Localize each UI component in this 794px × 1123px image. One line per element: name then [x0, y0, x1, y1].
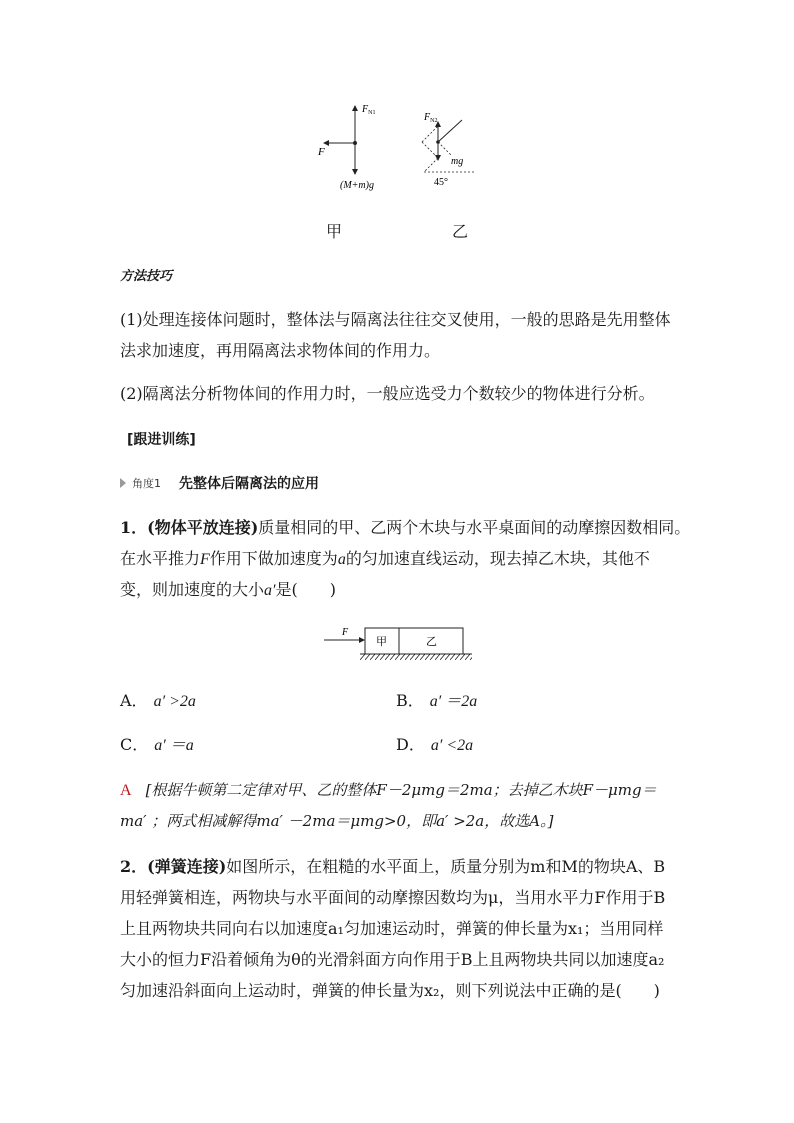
- dash-diag-2: [422, 142, 438, 158]
- f-label: F: [318, 146, 325, 158]
- method-title: 方法技巧: [120, 269, 173, 284]
- figure-yi: [418, 106, 508, 190]
- q1-solution-line-1: [120, 780, 657, 801]
- q1-option-b[interactable]: B． a′ ＝2a: [396, 691, 478, 710]
- q2-line-2: 用轻弹簧相连，两物块与水平面间的动摩擦因数均为μ，当用水平力F作用于B: [120, 888, 666, 907]
- angle-label: 45°: [434, 177, 448, 188]
- block-yi-label: 乙: [426, 636, 437, 648]
- angle-tag: [120, 473, 319, 493]
- figure-yi-caption: 乙: [452, 222, 469, 241]
- fn2-label: $F_{N2}$: [424, 112, 438, 124]
- q1-line-1: [120, 518, 690, 538]
- q2-tag: (弹簧连接): [147, 857, 227, 876]
- q2-line-1: [120, 857, 665, 877]
- body-dot: [353, 141, 357, 145]
- q1-answer: A: [120, 782, 132, 799]
- q1-figure: [320, 624, 480, 666]
- q1-line-2: 在水平推力F作用下做加速度为a的匀加速直线运动，现去掉乙木块，其他不: [120, 549, 650, 568]
- dash-diag-3: [438, 142, 452, 156]
- q2-line-3: 上且两物块共同向右以加速度a₁匀加速运动时，弹簧的伸长量为x₁；当用同样: [120, 919, 664, 938]
- q1-option-a[interactable]: A． a′ >2a: [120, 691, 196, 710]
- dash-diag-4: [424, 158, 438, 172]
- push-label: F: [342, 627, 349, 638]
- q2-line-5: 匀加速沿斜面向上运动时，弹簧的伸长量为x₂，则下列说法中正确的是( ): [120, 981, 660, 1000]
- q2-line-4: 大小的恒力F沿着倾角为θ的光滑斜面方向作用于B上且两物块共同以加速度a₂: [120, 950, 665, 969]
- fn1-label: $F_{N1}$: [362, 104, 376, 116]
- q1-option-d[interactable]: D． a′ <2a: [396, 735, 474, 754]
- q1-solution-text-2: ma′ ；两式相减解得ma′ －2ma＝μmg>0，即a′ >2a，故选A。]: [120, 812, 554, 830]
- q1-solution-line-2: [120, 811, 553, 831]
- method-paragraph-2: (2)隔离法分析物体间的作用力时，一般应选受力个数较少的物体进行分析。: [120, 384, 655, 403]
- force-diagonal: [438, 120, 462, 142]
- angle-tag-title: 先整体后隔离法的应用: [179, 476, 319, 492]
- q1-solution-text-1: [根据牛顿第二定律对甲、乙的整体F－2μmg＝2ma；去掉乙木块F－μmg＝: [145, 781, 657, 799]
- mg-label: mg: [451, 156, 464, 167]
- q1-option-c[interactable]: C． a′ ＝a: [120, 735, 194, 754]
- dash-diag-1: [422, 126, 438, 142]
- figure-jia: [300, 98, 410, 198]
- block-jia-label: 甲: [376, 636, 387, 648]
- q2-stem: 如图所示，在粗糙的水平面上，质量分别为m和M的物块A、B: [226, 857, 666, 876]
- q2-number: 2．: [120, 857, 148, 876]
- angle-tag-marker-icon: [120, 478, 126, 488]
- q1-stem: 质量相同的甲、乙两个木块与水平桌面间的动摩擦因数相同。: [258, 518, 691, 537]
- figure-jia-caption: 甲: [326, 222, 343, 241]
- q1-tag: (物体平放连接): [147, 518, 259, 537]
- method-paragraph-1-line-1: (1)处理连接体问题时，整体法与隔离法往往交叉使用，一般的思路是先用整体: [120, 310, 671, 329]
- method-paragraph-1-line-2: 法求加速度，再用隔离法求物体间的作用力。: [120, 341, 441, 360]
- training-title: [跟进训练]: [127, 432, 196, 448]
- angle-tag-label: 角度1: [132, 477, 161, 490]
- weight-label: (M+m)g: [340, 180, 374, 191]
- body-dot: [436, 140, 440, 144]
- q1-line-3: 变，则加速度的大小a′是( ): [120, 580, 337, 599]
- ground-hatch: [360, 654, 472, 660]
- q1-number: 1．: [120, 518, 148, 537]
